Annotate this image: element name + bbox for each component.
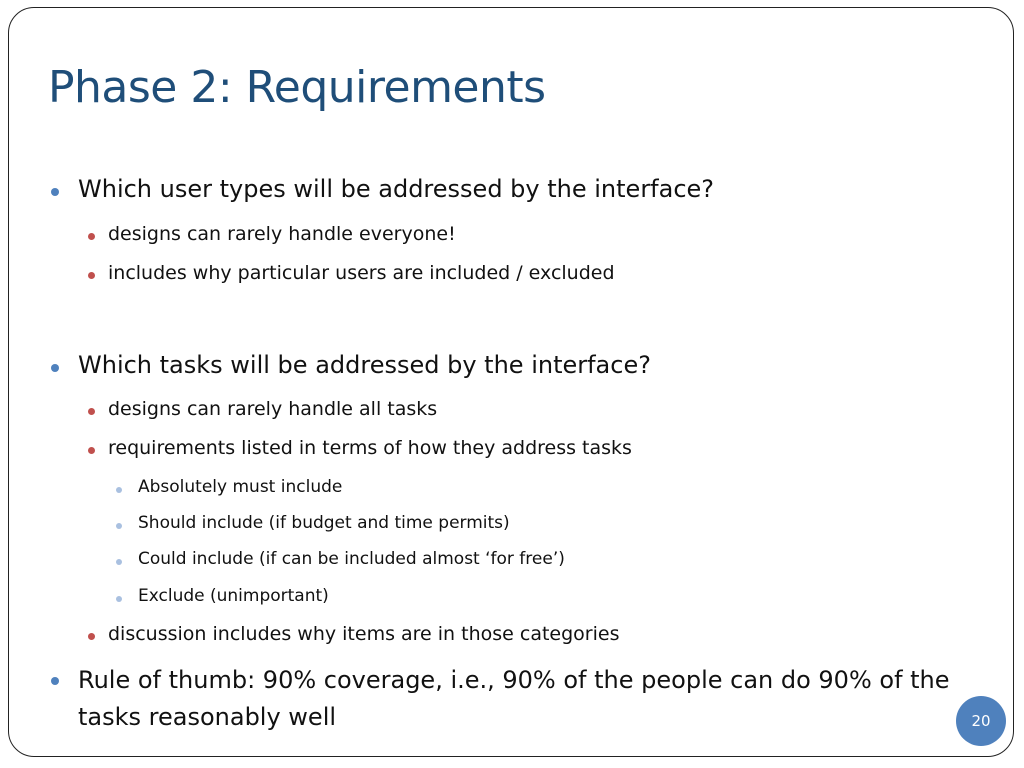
bullet-dot-icon	[51, 364, 59, 372]
bullet-dot-icon	[51, 188, 59, 196]
page-number: 20	[971, 712, 991, 730]
page-number-badge	[956, 696, 1006, 746]
bullet-tasks-addressed: Which tasks will be addressed by the interface?	[78, 351, 651, 379]
bullet-dot-icon	[88, 272, 95, 279]
bullet-rarely-everyone: designs can rarely handle everyone!	[108, 223, 456, 245]
bullet-dot-icon	[51, 677, 59, 685]
bullet-users-included: includes why particular users are included / excluded	[108, 262, 615, 284]
bullet-dot-icon	[116, 559, 122, 565]
bullet-requirements-listed: requirements listed in terms of how they address tasks	[108, 437, 632, 459]
bullet-dot-icon	[88, 233, 95, 240]
bullet-rule-of-thumb: Rule of thumb: 90% coverage, i.e., 90% of the people can do 90% of the tasks reasonably well	[78, 666, 950, 731]
bullet-dot-icon	[88, 633, 95, 640]
bullet-dot-icon	[88, 408, 95, 415]
bullet-user-types: Which user types will be addressed by the interface?	[78, 175, 715, 203]
bullet-exclude: Exclude (unimportant)	[138, 586, 329, 606]
bullet-should-include: Should include (if budget and time permits)	[138, 513, 510, 533]
bullet-must-include: Absolutely must include	[138, 477, 343, 497]
bullet-could-include: Could include (if can be included almost ‘for free’)	[138, 549, 565, 569]
bullet-dot-icon	[88, 447, 95, 454]
bullet-rarely-all-tasks: designs can rarely handle all tasks	[108, 398, 438, 420]
bullet-dot-icon	[116, 596, 122, 602]
bullet-dot-icon	[116, 487, 122, 493]
bullet-dot-icon	[116, 523, 122, 529]
bullet-discussion: discussion includes why items are in those categories	[108, 623, 620, 645]
slide-title: Phase 2: Requirements	[48, 62, 546, 113]
